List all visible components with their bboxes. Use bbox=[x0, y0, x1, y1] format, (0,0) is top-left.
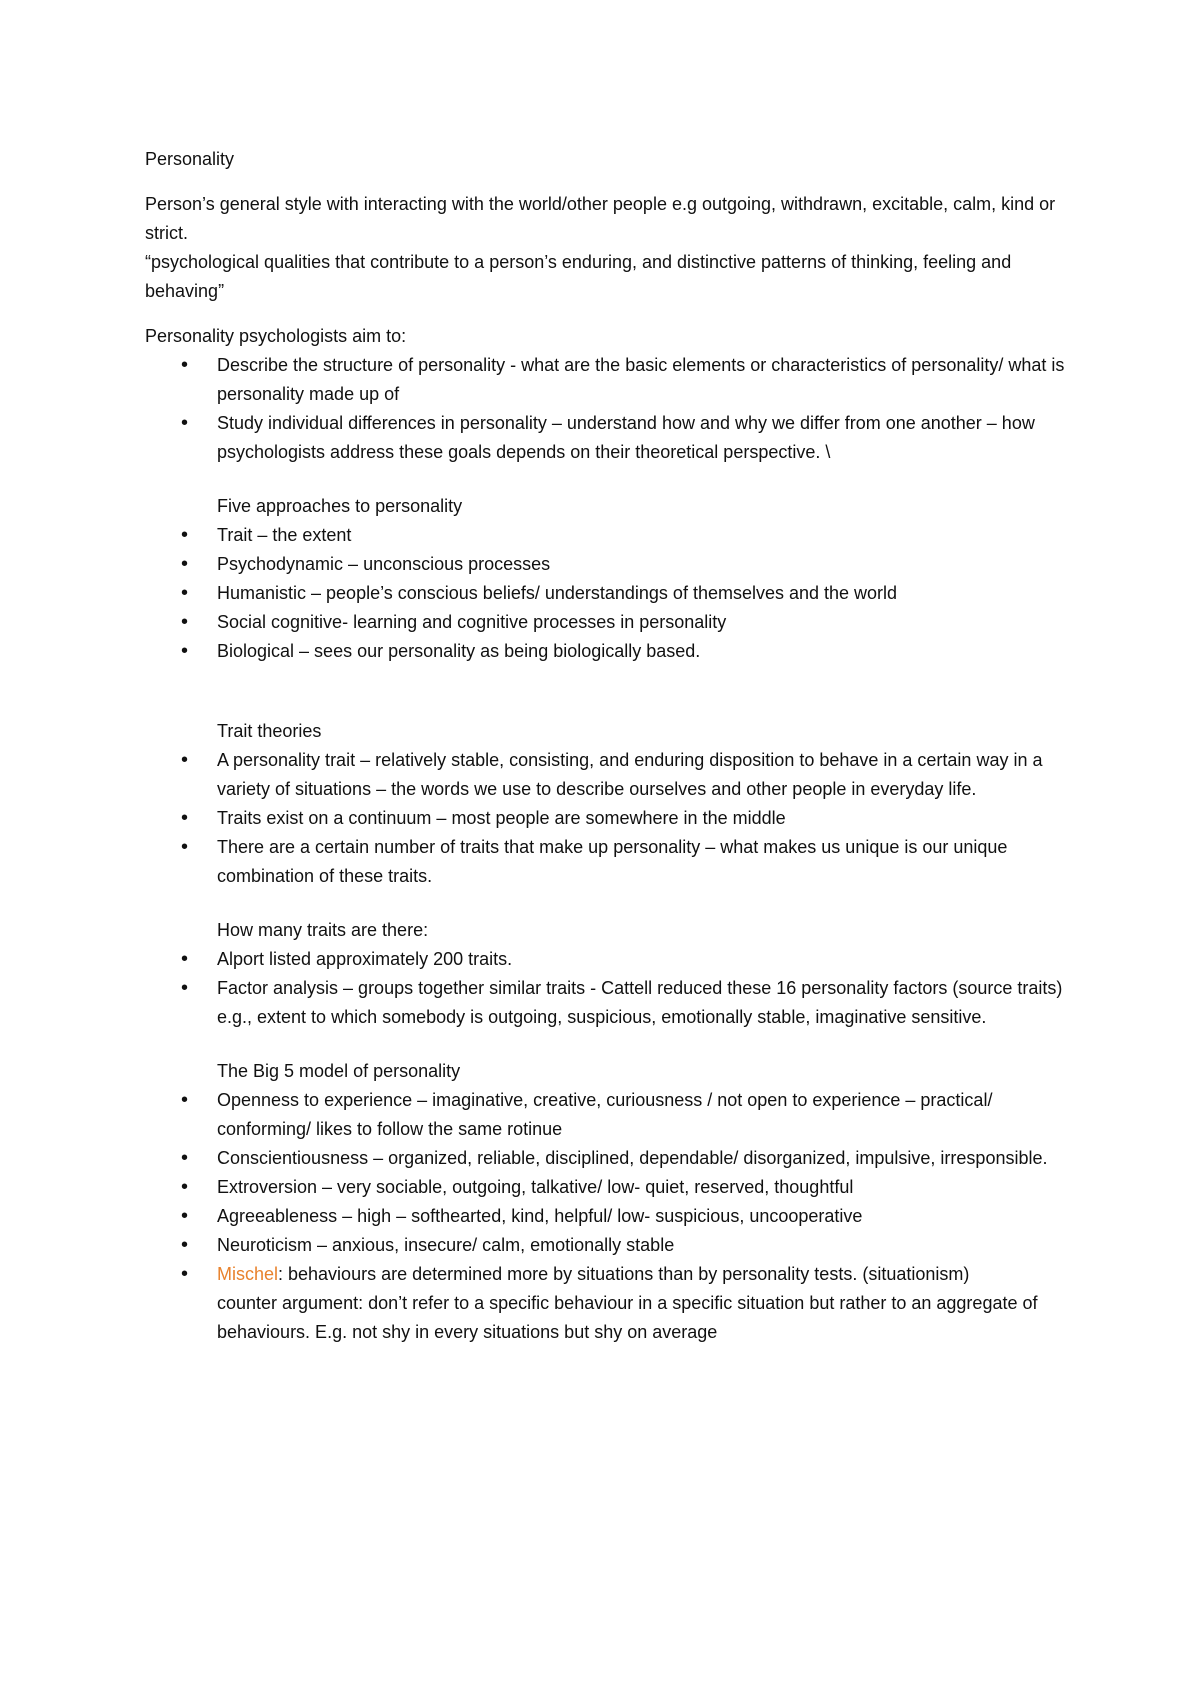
document-title: Personality bbox=[145, 149, 235, 169]
list-item: • Alport listed approximately 200 traits. bbox=[145, 945, 1065, 974]
mischel-item bbox=[145, 1260, 1065, 1347]
document-page bbox=[145, 145, 1065, 1347]
trait-heading: Trait theories bbox=[217, 721, 322, 741]
approaches-list bbox=[145, 521, 1065, 666]
list-item: • Describe the structure of personality - what are the basic elements or characteristics of personality/ what is personality made up of bbox=[145, 351, 1065, 409]
list-item: • Extroversion – very sociable, outgoing, talkative/ low- quiet, reserved, thoughtful bbox=[145, 1173, 1065, 1202]
howmany-list bbox=[145, 945, 1065, 1032]
list-item: • Biological – sees our personality as being biologically based. bbox=[145, 637, 1065, 666]
list-item: • Factor analysis – groups together similar traits - Cattell reduced these 16 personality factors (source traits) e.g., extent to which somebody is outgoing, suspicious, emotionally stable, imaginative sensitive. bbox=[145, 974, 1065, 1032]
list-item: • Humanistic – people’s conscious beliefs/ understandings of themselves and the world bbox=[145, 579, 1065, 608]
mischel-name: Mischel bbox=[217, 1264, 279, 1284]
aims-intro: Personality psychologists aim to: bbox=[145, 326, 407, 346]
big5-heading: The Big 5 model of personality bbox=[217, 1061, 461, 1081]
list-item: • Study individual differences in personality – understand how and why we differ from one another – how psychologists address these goals depends on their theoretical perspective. \ bbox=[145, 409, 1065, 467]
trait-list bbox=[145, 746, 1065, 891]
list-item: • A personality trait – relatively stable, consisting, and enduring disposition to behave in a certain way in a variety of situations – the words we use to describe ourselves and other people in everyday life. bbox=[145, 746, 1065, 804]
mischel-text: : behaviours are determined more by situations than by personality tests. (situationism) bbox=[278, 1264, 970, 1284]
list-item: • Openness to experience – imaginative, creative, curiousness / not open to experience – practical/ conforming/ likes to follow the same rotinue bbox=[145, 1086, 1065, 1144]
list-item: • There are a certain number of traits that make up personality – what makes us unique is our unique combination of these traits. bbox=[145, 833, 1065, 891]
list-item: • Social cognitive- learning and cognitive processes in personality bbox=[145, 608, 1065, 637]
mischel-counter: counter argument: don’t refer to a specific behaviour in a specific situation but rather to an aggregate of behaviours. E.g. not shy in every situations but shy on average bbox=[217, 1293, 1038, 1342]
list-item: • Conscientiousness – organized, reliable, disciplined, dependable/ disorganized, impulsive, irresponsible. bbox=[145, 1144, 1065, 1173]
list-item: • Neuroticism – anxious, insecure/ calm, emotionally stable bbox=[145, 1231, 1065, 1260]
big5-list bbox=[145, 1086, 1065, 1347]
definition-quote: “psychological qualities that contribute to a person’s enduring, and distinctive patterns of thinking, feeling and behaving” bbox=[145, 252, 1012, 301]
aims-list bbox=[145, 351, 1065, 467]
list-item: • Traits exist on a continuum – most people are somewhere in the middle bbox=[145, 804, 1065, 833]
list-item: • Agreeableness – high – softhearted, kind, helpful/ low- suspicious, uncooperative bbox=[145, 1202, 1065, 1231]
howmany-heading: How many traits are there: bbox=[217, 920, 429, 940]
approaches-heading: Five approaches to personality bbox=[217, 496, 463, 516]
list-item: • Psychodynamic – unconscious processes bbox=[145, 550, 1065, 579]
list-item: • Trait – the extent bbox=[145, 521, 1065, 550]
definition-line: Person’s general style with interacting with the world/other people e.g outgoing, withdrawn, excitable, calm, kind or strict. bbox=[145, 194, 1056, 243]
